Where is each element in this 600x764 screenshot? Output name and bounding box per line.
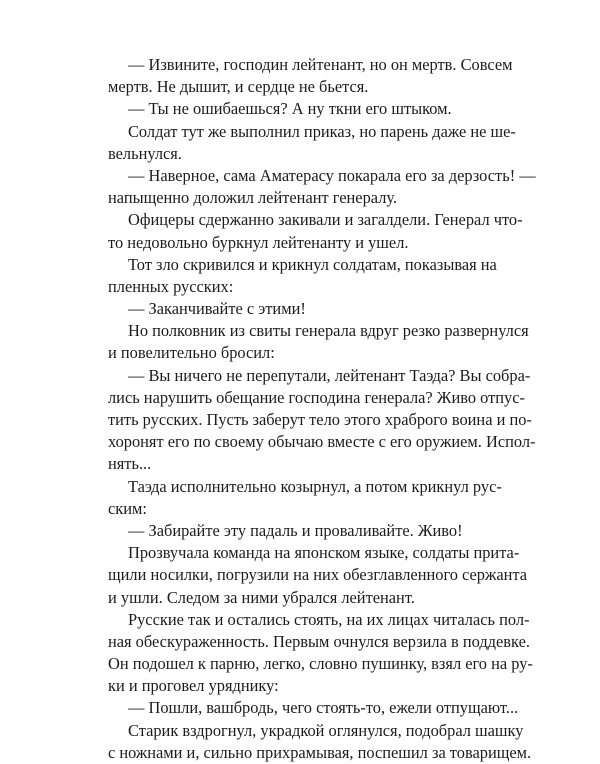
text-line: и повелительно бросил: — [108, 343, 275, 363]
text-line: — Извините, господин лейтенант, но он мертв. Совсем — [128, 55, 513, 74]
text-line: то недовольно буркнул лейтенанту и ушел. — [108, 232, 409, 252]
text-line: Офицеры сдержанно закивали и загалдели. Генерал что- — [128, 210, 523, 230]
page-text — [108, 54, 536, 764]
text-line: — Пошли, вашбродь, чего стоять-то, ежели отпущают... — [128, 698, 519, 718]
text-line: тить русских. Пусть заберут тело этого храброго воина и по- — [108, 410, 532, 429]
text-line: вельнулся. — [108, 143, 182, 163]
text-line: лись нарушить обещание господина генерала? Живо отпус- — [108, 387, 525, 407]
text-line: Русские так и остались стоять, на их лицах читалась пол- — [128, 609, 530, 629]
text-line: Таэда исполнительно козырнул, а потом крикнул рус- — [128, 476, 502, 496]
text-line: Но полковник из свиты генерала вдруг резко развернулся — [128, 321, 529, 341]
text-line: щили носилки, погрузили на них обезглавленного сержанта — [108, 565, 528, 585]
text-line: — Забирайте эту падаль и проваливайте. Живо! — [128, 520, 463, 540]
text-line: — Наверное, сама Аматерасу покарала его за дерзость! — — [128, 165, 536, 185]
text-line: нять... — [108, 454, 152, 474]
text-line: Он подошел к парню, легко, словно пушинку, взял его на ру- — [108, 654, 533, 674]
text-line: — Ты не ошибаешься? А ну ткни его штыком. — [128, 99, 452, 119]
text-line: мертв. Не дышит, и сердце не бьется. — [108, 77, 369, 97]
text-line: с ножнами и, сильно прихрамывая, поспешил за товарищем. — [108, 742, 532, 762]
text-line: Солдат тут же выполнил приказ, но парень даже не ше- — [128, 121, 516, 141]
text-line: напыщенно доложил лейтенант генералу. — [108, 188, 398, 208]
text-line: хоронят его по своему обычаю вместе с его оружием. Испол- — [108, 432, 536, 452]
text-line: Тот зло скривился и крикнул солдатам, показывая на — [128, 254, 497, 274]
text-line: ная обескураженность. Первым очнулся верзила в поддевке. — [108, 631, 530, 651]
text-line: Прозвучала команда на японском языке, солдаты прита- — [128, 543, 520, 563]
text-line: — Вы ничего не перепутали, лейтенант Таэда? Вы собра- — [128, 365, 531, 385]
text-line: — Заканчивайте с этими! — [128, 299, 306, 319]
text-line: и ушли. Следом за ними убрался лейтенант. — [108, 587, 415, 607]
text-line: ки и проговел уряднику: — [108, 676, 279, 696]
text-line: Старик вздрогнул, украдкой оглянулся, подобрал шашку — [128, 720, 524, 740]
text-line: ским: — [108, 498, 147, 518]
text-line: пленных русских: — [108, 276, 234, 296]
